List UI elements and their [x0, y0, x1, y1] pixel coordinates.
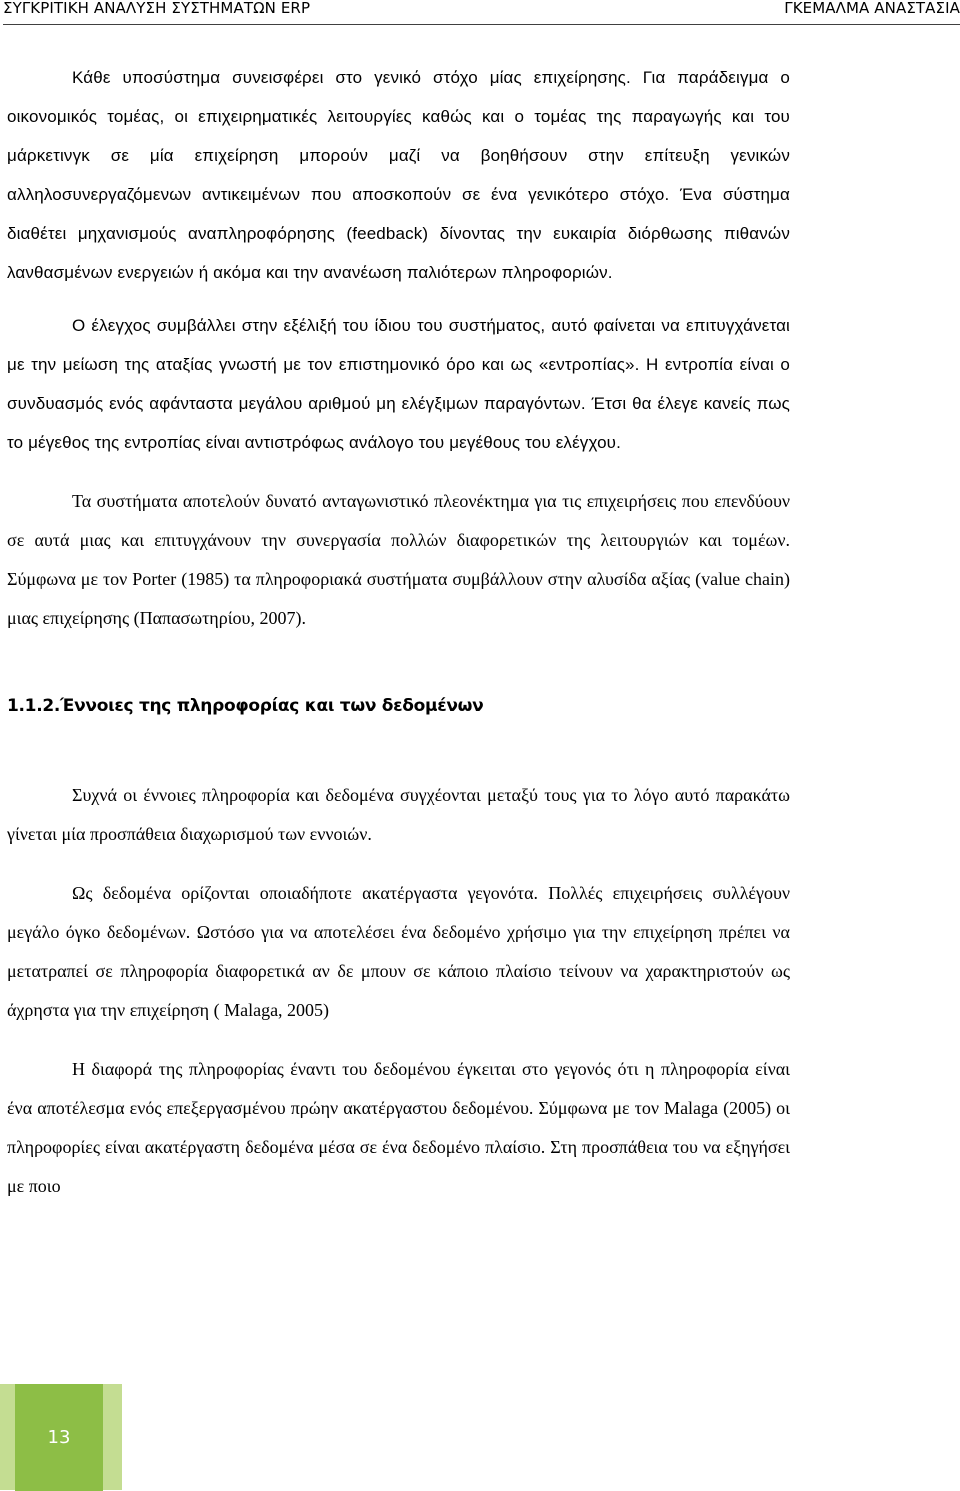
section-heading: 1.1.2.Έννοιες της πληροφορίας και των δεδομένων	[7, 696, 484, 716]
running-header	[3, 0, 960, 24]
page-body	[7, 58, 790, 1206]
paragraph-concepts: Συχνά οι έννοιες πληροφορία και δεδομένα συγχέονται μεταξύ τους για το λόγο αυτό παρακάτω γίνεται μία προσπάθεια διαχωρισμού των εννοιών.	[7, 785, 790, 844]
header-author: ΓΚΕΜΑΛΜΑ ΑΝΑΣΤΑΣΙΑ	[784, 0, 960, 17]
paragraph-competitive-advantage: Τα συστήματα αποτελούν δυνατό ανταγωνιστικό πλεονέκτημα για τις επιχειρήσεις που επενδύουν σε αυτά μιας και επιτυγχάνουν την συνεργασία πολλών διαφορετικών της λειτουργιών και τομέων. Σύμφωνα με τον Porter (1985) τα πληροφοριακά συστήματα συμβάλλουν στην αλυσίδα αξίας (value chain) μιας επιχείρησης (Παπασωτηρίου, 2007).	[7, 491, 790, 628]
paragraph-entropy: Ο έλεγχος συμβάλλει στην εξέλιξή του ίδιου του συστήματος, αυτό φαίνεται να επιτυγχάνεται με την μείωση της αταξίας γνωστή με τον επιστημονικό όρο και ως «εντροπίας». Η εντροπία είναι ο συνδυασμός ενός αφάνταστα μεγάλου αριθμού μη ελέγξιμων παραγόντων. Έτσι θα έλεγε κανείς πως το μέγεθος της εντροπίας είναι αντιστρόφως ανάλογο του μεγέθους του ελέγχου.	[7, 316, 790, 452]
paragraph-subsystems: Κάθε υποσύστημα συνεισφέρει στο γενικό στόχο μίας επιχείρησης. Για παράδειγμα ο οικονομικός τομέας, οι επιχειρηματικές λειτουργίες καθώς και ο τομέας της παραγωγής και του μάρκετινγκ σε μία επιχείρηση μπορούν μαζί να βοηθήσουν στην επίτευξη γενικών αλληλοσυνεργαζόμενων αντικειμένων που αποσκοπούν σε ένα γενικότερο στόχο. Ένα σύστημα διαθέτει μηχανισμούς αναπληροφόρησης (feedback) δίνοντας την ευκαιρία διόρθωσης πιθανών λανθασμένων ενεργειών ή ακόμα και την ανανέωση παλιότερων πληροφοριών.	[7, 68, 790, 282]
paragraph-information-difference: Η διαφορά της πληροφορίας έναντι του δεδομένου έγκειται στο γεγονός ότι η πληροφορία είναι ένα αποτέλεσμα ενός επεξεργασμένου πρώην ακατέργαστου δεδομένου. Σύμφωνα με τον Malaga (2005) οι πληροφορίες είναι ακατέργαστη δεδομένα μέσα σε ένα δεδομένο πλαίσιο. Στη προσπάθεια του να εξηγήσει με ποιο	[7, 1059, 790, 1196]
header-divider	[3, 24, 960, 25]
header-title: ΣΥΓΚΡΙΤΙΚΗ ΑΝΑΛΥΣΗ ΣΥΣΤΗΜΑΤΩΝ ERP	[3, 0, 311, 17]
page-number: 13	[47, 1427, 71, 1448]
paragraph-data-definition: Ως δεδομένα ορίζονται οποιαδήποτε ακατέργαστα γεγονότα. Πολλές επιχειρήσεις συλλέγουν μεγάλο όγκο δεδομένων. Ωστόσο για να αποτελέσει ένα δεδομένο χρήσιμο για την επιχείρηση πρέπει να μετατραπεί σε πληροφορία διαφορετικά αν δε μπουν σε κάποιο πλαίσιο τείνουν να χαρακτηριστούν ως άχρηστα για την επιχείρηση ( Malaga, 2005)	[7, 883, 790, 1020]
